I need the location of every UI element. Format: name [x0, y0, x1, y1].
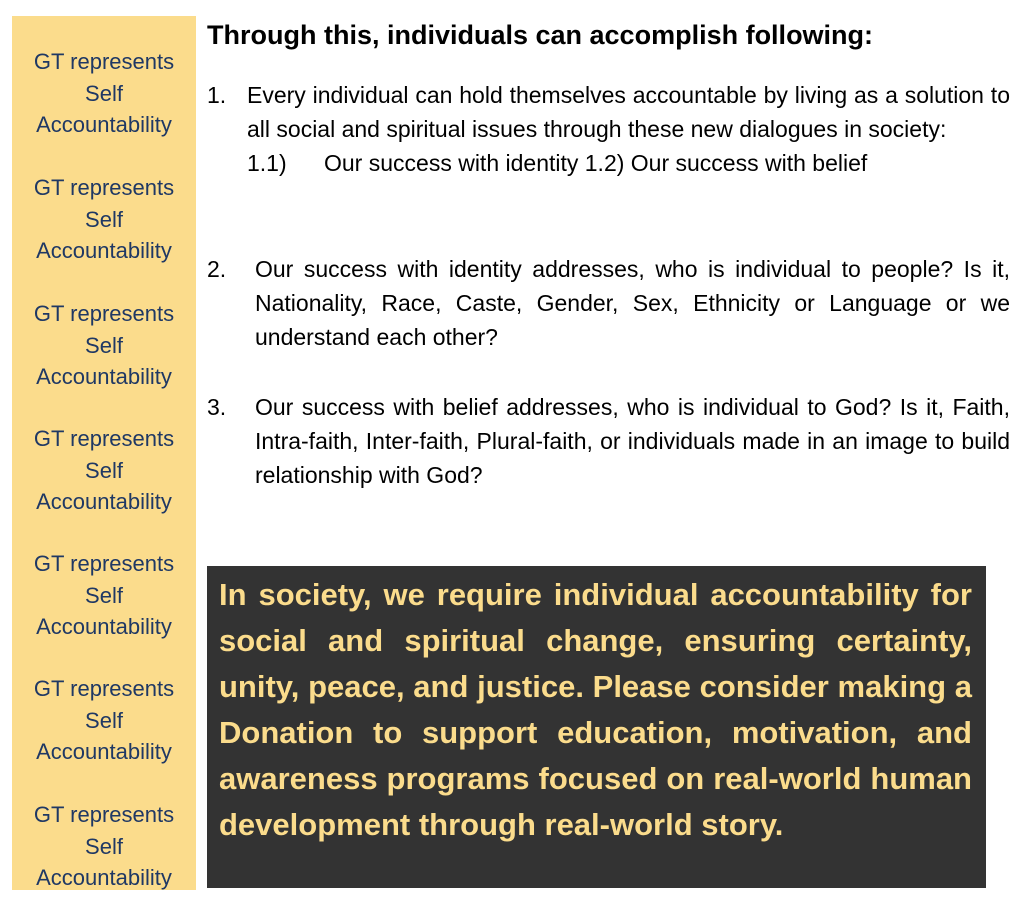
sidebar-item-line1: GT represents: [33, 551, 175, 576]
list-item-text: Our success with belief addresses, who is individual to God? Is it, Faith, Intra-faith, Inter-faith, Plural-faith, or individuals made in an image to build relationship with God?: [255, 394, 1010, 488]
sidebar-item-line2: Self: [85, 206, 123, 232]
callout-text: In society, we require individual accountability for social and spiritual change, ensuring certainty, unity, peace, and justice. Please consider making a Donation to support education, motivation, and awareness programs focused on real-world human development through real-world story.: [219, 577, 972, 842]
list-item-number: 1.: [207, 82, 227, 108]
sidebar-item-line1: GT represents: [33, 301, 175, 326]
sidebar-item: [12, 673, 196, 768]
sidebar-item-line2: Self: [85, 80, 123, 106]
sidebar-item: [12, 423, 196, 518]
sidebar-item-line3: Accountability: [36, 614, 172, 639]
list-item: [207, 390, 1010, 492]
page-heading: Through this, individuals can accomplish following:: [207, 20, 874, 50]
sidebar-item-line1: GT represents: [33, 426, 175, 451]
sidebar-item-line3: Accountability: [36, 112, 172, 137]
list-item: [207, 78, 1010, 180]
sidebar-item-line2: Self: [85, 332, 123, 358]
sidebar-item-line1: GT represents: [33, 802, 175, 827]
sidebar-item-line2: Self: [85, 707, 123, 733]
sidebar-item: [12, 298, 196, 393]
sub-list-item-number: 1.1): [247, 150, 287, 176]
sub-list-item-text: Our success with identity 1.2) Our success with belief: [324, 150, 868, 176]
sidebar: [12, 16, 196, 890]
sidebar-item-line2: Self: [85, 582, 123, 608]
sidebar-item-line1: GT represents: [33, 49, 175, 74]
sidebar-item-line3: Accountability: [36, 489, 172, 514]
sidebar-item: [12, 46, 196, 141]
sidebar-item: [12, 799, 196, 894]
list-item: [207, 252, 1010, 354]
list-item-number: 2.: [207, 256, 227, 282]
list-item-text: Our success with identity addresses, who is individual to people? Is it, Nationality, Race, Caste, Gender, Sex, Ethnicity or Language or we understand each other?: [255, 256, 1010, 350]
list-item-number: 3.: [207, 394, 227, 420]
sidebar-item: [12, 172, 196, 267]
sidebar-item-line1: GT represents: [33, 175, 175, 200]
sidebar-item-line2: Self: [85, 833, 123, 859]
sidebar-item-line3: Accountability: [36, 238, 172, 263]
sidebar-item: [12, 548, 196, 643]
sidebar-item-line3: Accountability: [36, 865, 172, 890]
sidebar-item-line3: Accountability: [36, 739, 172, 764]
sidebar-item-line2: Self: [85, 457, 123, 483]
sidebar-item-line1: GT represents: [33, 676, 175, 701]
donation-callout: [207, 566, 986, 888]
sub-list-item: [247, 146, 1010, 180]
sidebar-item-line3: Accountability: [36, 364, 172, 389]
list-item-text: Every individual can hold themselves accountable by living as a solution to all social and spiritual issues through these new dialogues in society:: [247, 82, 1010, 142]
